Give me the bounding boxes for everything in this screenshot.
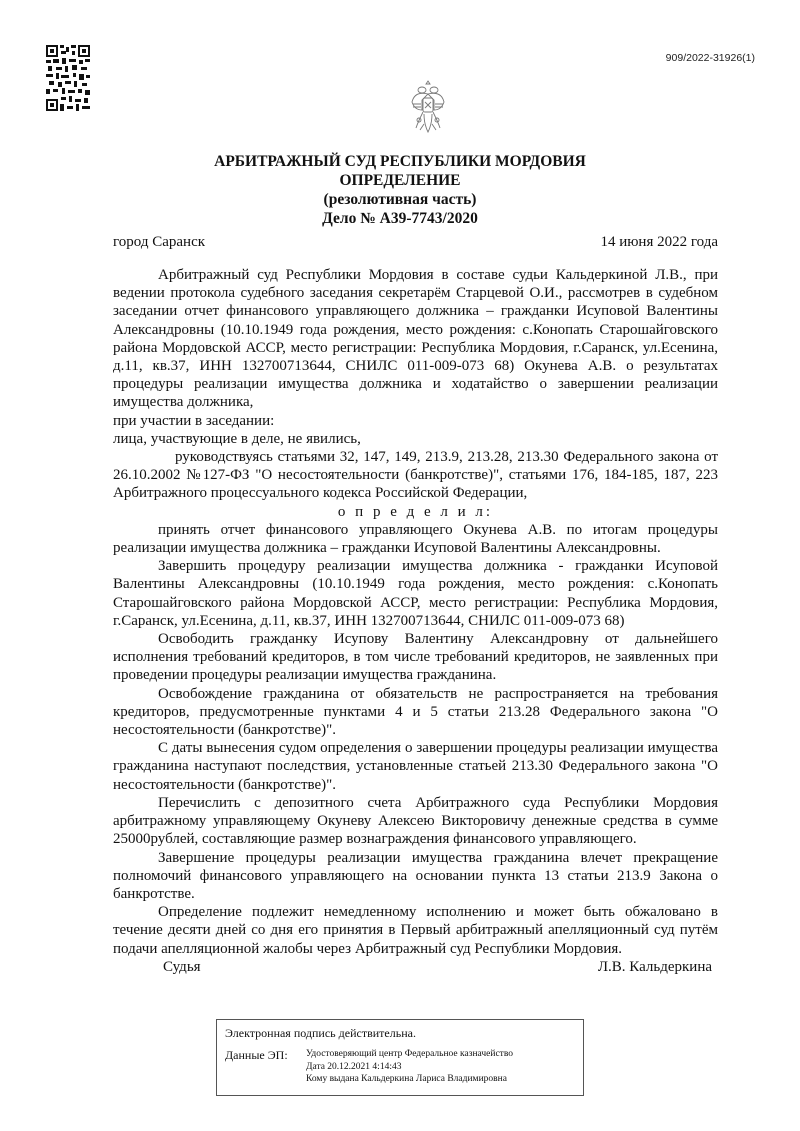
signer-role: Судья [163, 958, 201, 975]
ruling-paragraph: Определение подлежит немедленному исполнению и может быть обжаловано в течение десяти дней со дня его принятия в Первый арбитражный апелляционный суд путём подачи апелляционной жалобы через Арбитражный суд Республики Мордовия. [113, 904, 718, 957]
document-header [0, 152, 800, 228]
decided-heading: о п р е д е л и л: [337, 503, 494, 520]
place-date-row [113, 234, 718, 251]
signature-status: Электронная подпись действительна. [225, 1026, 416, 1040]
electronic-signature-box [216, 1019, 584, 1096]
ruling-paragraph: Завершение процедуры реализации имущества гражданина влечет прекращение полномочий финансового управляющего на основании пункта 13 статьи 213.9 Закона о банкротстве. [113, 849, 718, 902]
signer-name: Л.В. Кальдеркина [597, 958, 712, 975]
ruling-paragraph: С даты вынесения судом определения о завершении процедуры реализации имущества гражданина наступают последствия, установленные статьей 213.30 Федерального закона "О несостоятельности (банкротстве)". [113, 740, 718, 793]
issued-to: Кому выдана Кальдеркина Лариса Владимировна [306, 1074, 507, 1084]
date: 14 июня 2022 года [600, 234, 718, 250]
signature-date: Дата 20.12.2021 4:14:43 [306, 1061, 402, 1072]
document-type: ОПРЕДЕЛЕНИЕ [339, 172, 461, 189]
participation-label: при участии в заседании: [113, 412, 275, 429]
coat-of-arms-icon [410, 78, 446, 134]
signature-row [113, 958, 718, 976]
ruling-paragraph: Перечислить с депозитного счета Арбитражного суда Республики Мордовия арбитражному управляющему Окуневу Алексею Викторовичу денежные средства в сумме 25000рублей, составляющие размер вознаграждения финансового управляющего. [113, 794, 718, 848]
place: город Саранск [113, 234, 206, 250]
court-name: АРБИТРАЖНЫЙ СУД РЕСПУБЛИКИ МОРДОВИЯ [214, 153, 586, 170]
ruling-paragraph: Завершить процедуру реализации имущества должника - гражданки Исуповой Валентины Александровны (10.10.1949 года рождения, место рождения: с.Конопать Старошайговского района Мордовской АССР, место регистрации: Республика Мордовия, г.Саранск, ул.Есенина, д.11, кв.37, ИНН 132700713644, СНИЛС 011-009-073 68) [113, 558, 718, 629]
ruling-paragraph: Освобождение гражданина от обязательств не распространяется на требования кредиторов, предусмотренные пунктами 4 и 5 статьи 213.28 Федерального закона "О несостоятельности (банкротстве)". [113, 685, 718, 739]
document-part: (резолютивная часть) [323, 191, 477, 208]
document-number: 909/2022-31926(1) [665, 52, 755, 64]
document-body [113, 266, 718, 976]
ruling-paragraph: Освободить гражданку Исупову Валентину Александровну от дальнейшего исполнения требований кредиторов, в том числе требований кредиторов, не заявленных при проведении процедуры реализации имущества гражданина. [113, 631, 718, 684]
ruling-paragraph: принять отчет финансового управляющего Окунева А.В. по итогам процедуры реализации имущества должника – гражданки Исуповой Валентины Александровны. [113, 521, 718, 557]
participation-text: лица, участвующие в деле, не явились, [113, 430, 361, 447]
intro-paragraph: Арбитражный суд Республики Мордовия в составе судьи Кальдеркиной Л.В., при ведении протокола судебного заседания секретарём Старцевой О.И., рассмотрев в судебном заседании отчет финансового управляющего должника – гражданки Исуповой Валентины Александровны (10.10.1949 года рождения, место рождения: с.Конопать Старошайговского района Мордовской АССР, место регистрации: Республика Мордовия, г.Саранск, ул.Есенина, д.11, кв.37, ИНН 132700713644, СНИЛС 011-009-073 68) Окунева А.В. о результатах процедуры реализации имущества должника и ходатайство о завершении реализации имущества должника, [113, 267, 718, 411]
case-number: Дело № А39-7743/2020 [322, 210, 478, 227]
certificate-center: Удостоверяющий центр Федеральное казначейство [306, 1049, 513, 1059]
guided-by-paragraph: руководствуясь статьями 32, 147, 149, 213.9, 213.28, 213.30 Федерального закона от 26.10.2002 №127-ФЗ "О несостоятельности (банкротстве)", статьями 176, 184-185, 187, 223 Арбитражного процессуального кодекса Российской Федерации, [113, 449, 718, 502]
signature-data [306, 1048, 513, 1086]
qr-code-icon [46, 45, 90, 111]
signature-data-label: Данные ЭП: [225, 1048, 288, 1062]
